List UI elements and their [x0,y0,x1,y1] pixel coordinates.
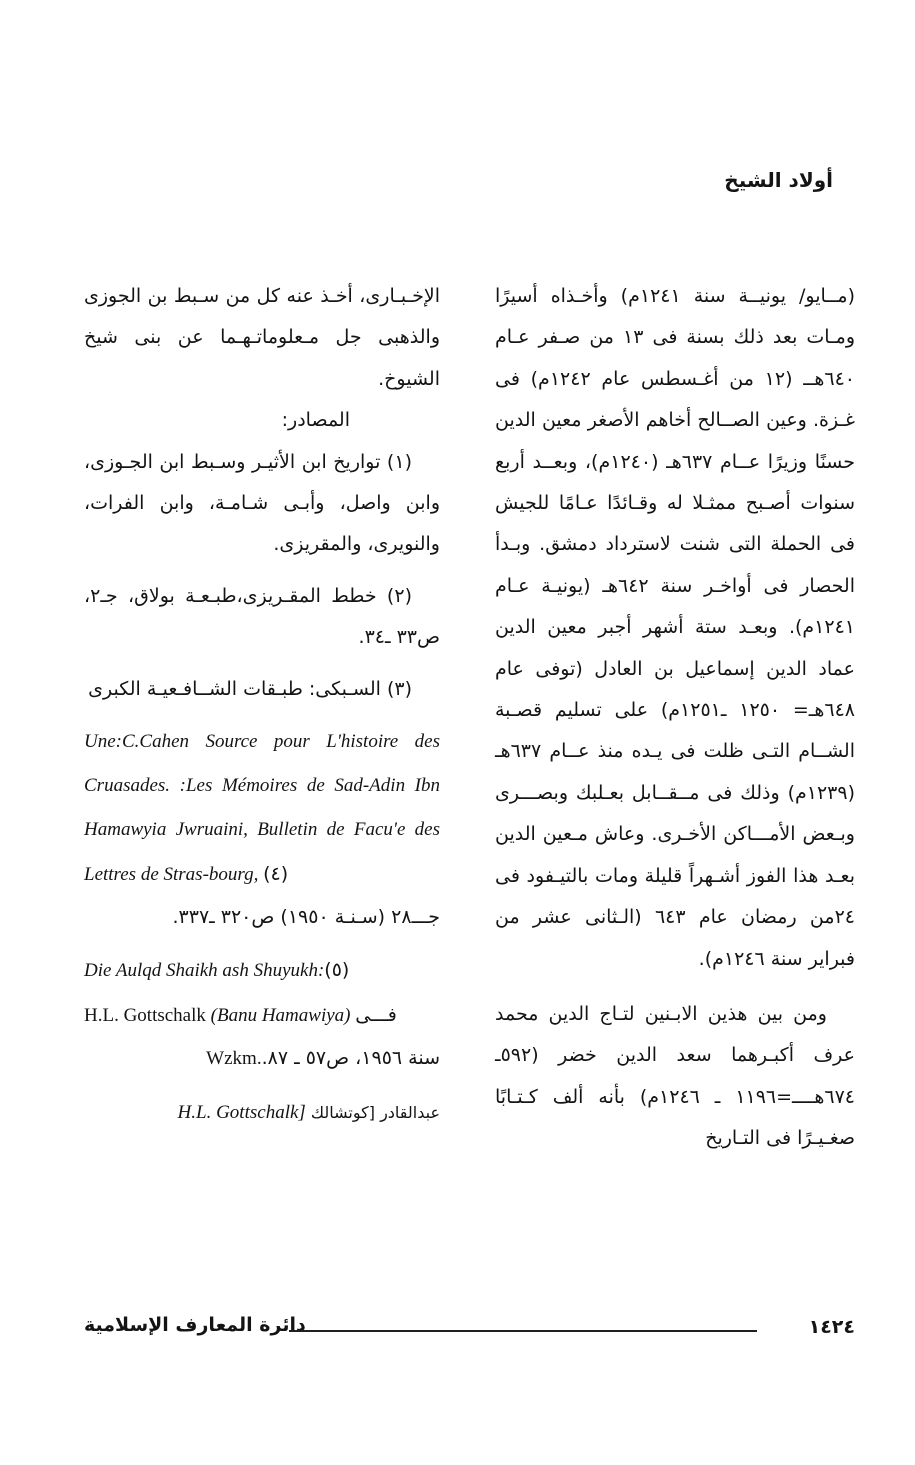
source-item-1: (١) تواريخ ابن الأثيـر وسـبط ابن الجـوزى، وابن واصل، وأبـى شـامـة، وابن الفرات، والنويرى، والمقريزى. [84,450,440,556]
source-item-3: (٣) السـبكى: طبـقات الشــافـعيـة الكبرى [88,677,412,700]
translator-bracket-latin: H.L. Gottschalk] [177,1101,306,1123]
source-4-citation: Une:C.Cahen Source pour L'histoire des Cruasades. :Les Mémoires de Sad-Adin Ibn Hamawyia Jwruaini, Bulletin de Facu'e des Lettres de Stras-bourg, [84,731,440,886]
source-5-volume-ar: سنة ١٩٥٦، ص٥٧ ـ ٨٧. [261,1047,440,1070]
source-5-volume [84,1038,440,1079]
source-4-latin-text [84,720,440,897]
source-5-author-line [84,993,440,1038]
body-paragraph-1: (مــايو/ يونيــة سنة ١٢٤١م) وأخـذاه أسيرًا ومـات بعد ذلك بسنة فى ١٣ من صـفر عـام ٦٤٠هــ (١٢ من أغـسطس عام ١٢٤٢م) فى غـزة. وعين الصــالح أخاهم الأصغر معين الدين حسنًا وزيرًا عــام ٦٣٧هـ (١٢٤٠م)، وبعــد أربع سنوات أصـبح ممثـلا له وقـائدًا عـامًا للجيش فى الحملة التى شنت لاسترداد دمشق. وبـدأ الحصار فى أواخـر سنة ٦٤٢هـ (يونيـة عـام ١٢٤١م). وبعـد ستة أشهر أجبر معين الدين عماد الدين إسماعيل بن العادل (توفى عام ٦٤٨هـ= ١٢٥٠ ـ١٢٥١م) على تسليم قصـبة الشــام التـى ظلت فى يـده منذ عــام ٦٣٧هـ (١٢٣٩م) وذلك فى مــقــابل بعـلبك وبصـــرى وبـعض الأمـــاكن الأخـرى. وعاش مـعين الدين بعـد هذا الفوز أشـهراً قليلة ومات بالتيـفود فى ٢٤من رمضان عام ٦٤٣ (الـثانى عشر من فبراير سنة ١٢٤٦م). [495,285,856,970]
running-title: أولاد الشيخ [724,168,833,192]
page-footer [84,1314,855,1344]
source-5-latin-text [84,948,440,993]
source-5-title: Die Aulqd Shaikh ash Shuyukh: [84,960,325,982]
footer-rule [289,1330,757,1332]
source-item-4 [84,720,440,938]
translator-bracket-ar: [كوتشالك [310,1102,375,1122]
sources-heading: المصادر: [281,409,350,432]
translator-name: عبدالقادر [380,1102,440,1122]
source-5-prefix: فـــى [355,1004,397,1027]
source-5-author: H.L. Gottschalk [84,1005,206,1027]
source-5-subtitle: (Banu Hamawiya) [210,1005,351,1027]
source-4-volume: جـــ٢٨ (سـنـة ١٩٥٠) ص٣٢٠ ـ٣٣٧. [172,906,440,929]
body-paragraph-2: ومن بين هذين الابـنين لتـاج الدين محمد عرف أكبـرهما سعد الدين خضر (٥٩٢ـ ٦٧٤هــــ=١١٩٦ ـ ١٢٤٦م) بأنه ألف كـتـابًا صغـيـرًا فى التـاريخ [495,1002,855,1150]
footer-journal-title: دائرة المعارف الإسلامية [84,1314,306,1336]
translator-note [84,1098,440,1128]
source-4-number: (٤) [263,863,289,886]
page-number: ١٤٢٤ [808,1316,855,1338]
source-5-journal: Wzkm. [206,1048,262,1070]
right-column [495,276,855,1160]
source-item-5 [84,948,440,1079]
left-column [84,276,440,1144]
source-item-2: (٢) خطط المقـريزى،طبـعـة بولاق، جـ٢، ص٣٣ ـ٣٤. [84,584,440,649]
body-paragraph-3: الإخـبـارى، أخـذ عنه كل من سـبط بن الجوزى والذهبى جل مـعلوماتـهـما عن بنى شيخ الشيوخ. [84,285,440,390]
source-5-number: (٥) [324,959,350,982]
